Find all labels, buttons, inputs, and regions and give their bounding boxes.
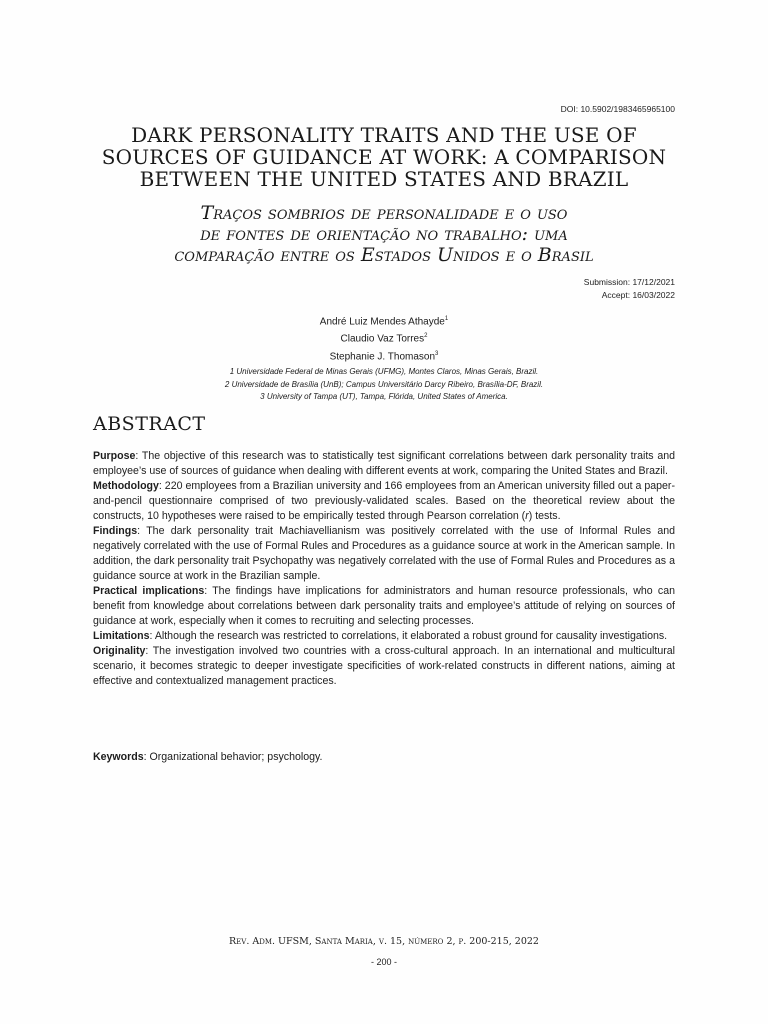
title-english-line: BETWEEN THE UNITED STATES AND BRAZIL	[139, 167, 629, 191]
abstract-methodology	[93, 479, 675, 524]
author	[93, 312, 675, 329]
submission-dates	[584, 276, 675, 301]
abstract-findings	[93, 524, 675, 584]
title-portuguese-line: comparação entre os Estados Unidos e o Brasil	[174, 244, 594, 266]
findings-text: : The dark personality trait Machiavellianism was positively correlated with the use of Informal Rules and negatively correlated with the use of Formal Rules and Procedures as a guidance source at work in the American sample. In addition, the dark personality trait Psychopathy was negatively correlated with the use of Formal Rules and Procedures as a guidance source at work in the Brazilian sample.	[93, 525, 675, 582]
keywords	[93, 750, 322, 765]
methodology-end: ) tests.	[528, 510, 561, 522]
author-name: Claudio Vaz Torres	[340, 333, 425, 345]
abstract-originality	[93, 644, 675, 689]
purpose-label: Purpose	[93, 450, 136, 462]
practical-label: Practical implications	[93, 585, 205, 597]
author	[93, 347, 675, 364]
author-list	[93, 312, 675, 364]
journal-footer: Rev. Adm. UFSM, Santa Maria, v. 15, número 2, p. 200-215, 2022	[229, 936, 539, 947]
affiliation: 3 University of Tampa (UT), Tampa, Flórida, United States of America.	[260, 392, 508, 401]
abstract-body	[93, 449, 675, 689]
methodology-label: Methodology	[93, 480, 159, 492]
title-english-line: DARK PERSONALITY TRAITS AND THE USE OF	[131, 123, 637, 147]
author-affiliation-mark: 3	[435, 350, 439, 357]
author-name: André Luiz Mendes Athayde	[319, 316, 445, 328]
abstract-limitations	[93, 629, 675, 644]
purpose-text: : The objective of this research was to statistically test significant correlations between dark personality traits and employee’s use of sources of guidance when dealing with different events at work, comparing the United States and Brazil.	[93, 450, 675, 477]
abstract-heading: ABSTRACT	[93, 413, 206, 435]
limitations-text: : Although the research was restricted to correlations, it elaborated a robust ground for causality investigations.	[149, 630, 668, 642]
originality-label: Originality	[93, 645, 146, 657]
page-number: - 200 -	[370, 957, 397, 967]
title-english-line: SOURCES OF GUIDANCE AT WORK: A COMPARISON	[101, 145, 667, 169]
submission-date: Submission: 17/12/2021	[583, 277, 675, 287]
methodology-text: : 220 employees from a Brazilian university and 166 employees from an American university filled out a paper-and-pencil questionnaire comprised of two previously-validated scales. Based on the theoretical review about the constructs, 10 hypotheses were raised to be empirically tested through Pearson correlation (	[93, 480, 675, 522]
methodology-r: r	[525, 510, 529, 522]
author-name: Stephanie J. Thomason	[329, 350, 436, 362]
findings-label: Findings	[93, 525, 138, 537]
practical-text: : The findings have implications for administrators and human resource professionals, who can benefit from knowledge about correlations between dark personality traits and employee’s attitude of relying on sources of guidance at work, especially when it comes to recruiting and selecting processes.	[93, 585, 675, 627]
keywords-label: Keywords	[93, 751, 144, 763]
abstract-purpose	[93, 449, 675, 479]
affiliations	[93, 366, 675, 404]
paper-page	[93, 0, 675, 1024]
doi: DOI: 10.5902/1983465965100	[560, 104, 675, 114]
limitations-label: Limitations	[93, 630, 150, 642]
title-portuguese-line: Traços sombrios de personalidade e o uso	[200, 202, 568, 224]
keywords-text: : Organizational behavior; psychology.	[143, 751, 323, 763]
author-affiliation-mark: 2	[424, 333, 428, 340]
abstract-practical-implications	[93, 584, 675, 629]
affiliation: 1 Universidade Federal de Minas Gerais (UFMG), Montes Claros, Minas Gerais, Brazil.	[229, 367, 539, 376]
affiliation: 2 Universidade de Brasília (UnB); Campus Universitário Darcy Ribeiro, Brasília-DF, Brazil.	[224, 379, 544, 389]
originality-text: : The investigation involved two countries with a cross-cultural approach. In an international and multicultural scenario, it becomes strategic to deeper investigate specificities of work-related constructs in different nations, aiming at effective and contextualized management practices.	[93, 645, 675, 687]
author-affiliation-mark: 1	[444, 316, 449, 322]
title-portuguese-line: de fontes de orientação no trabalho: uma	[200, 223, 568, 245]
title-portuguese	[93, 203, 675, 266]
title-english	[93, 124, 675, 190]
author	[93, 329, 675, 346]
accept-date: Accept: 16/03/2022	[601, 289, 675, 300]
